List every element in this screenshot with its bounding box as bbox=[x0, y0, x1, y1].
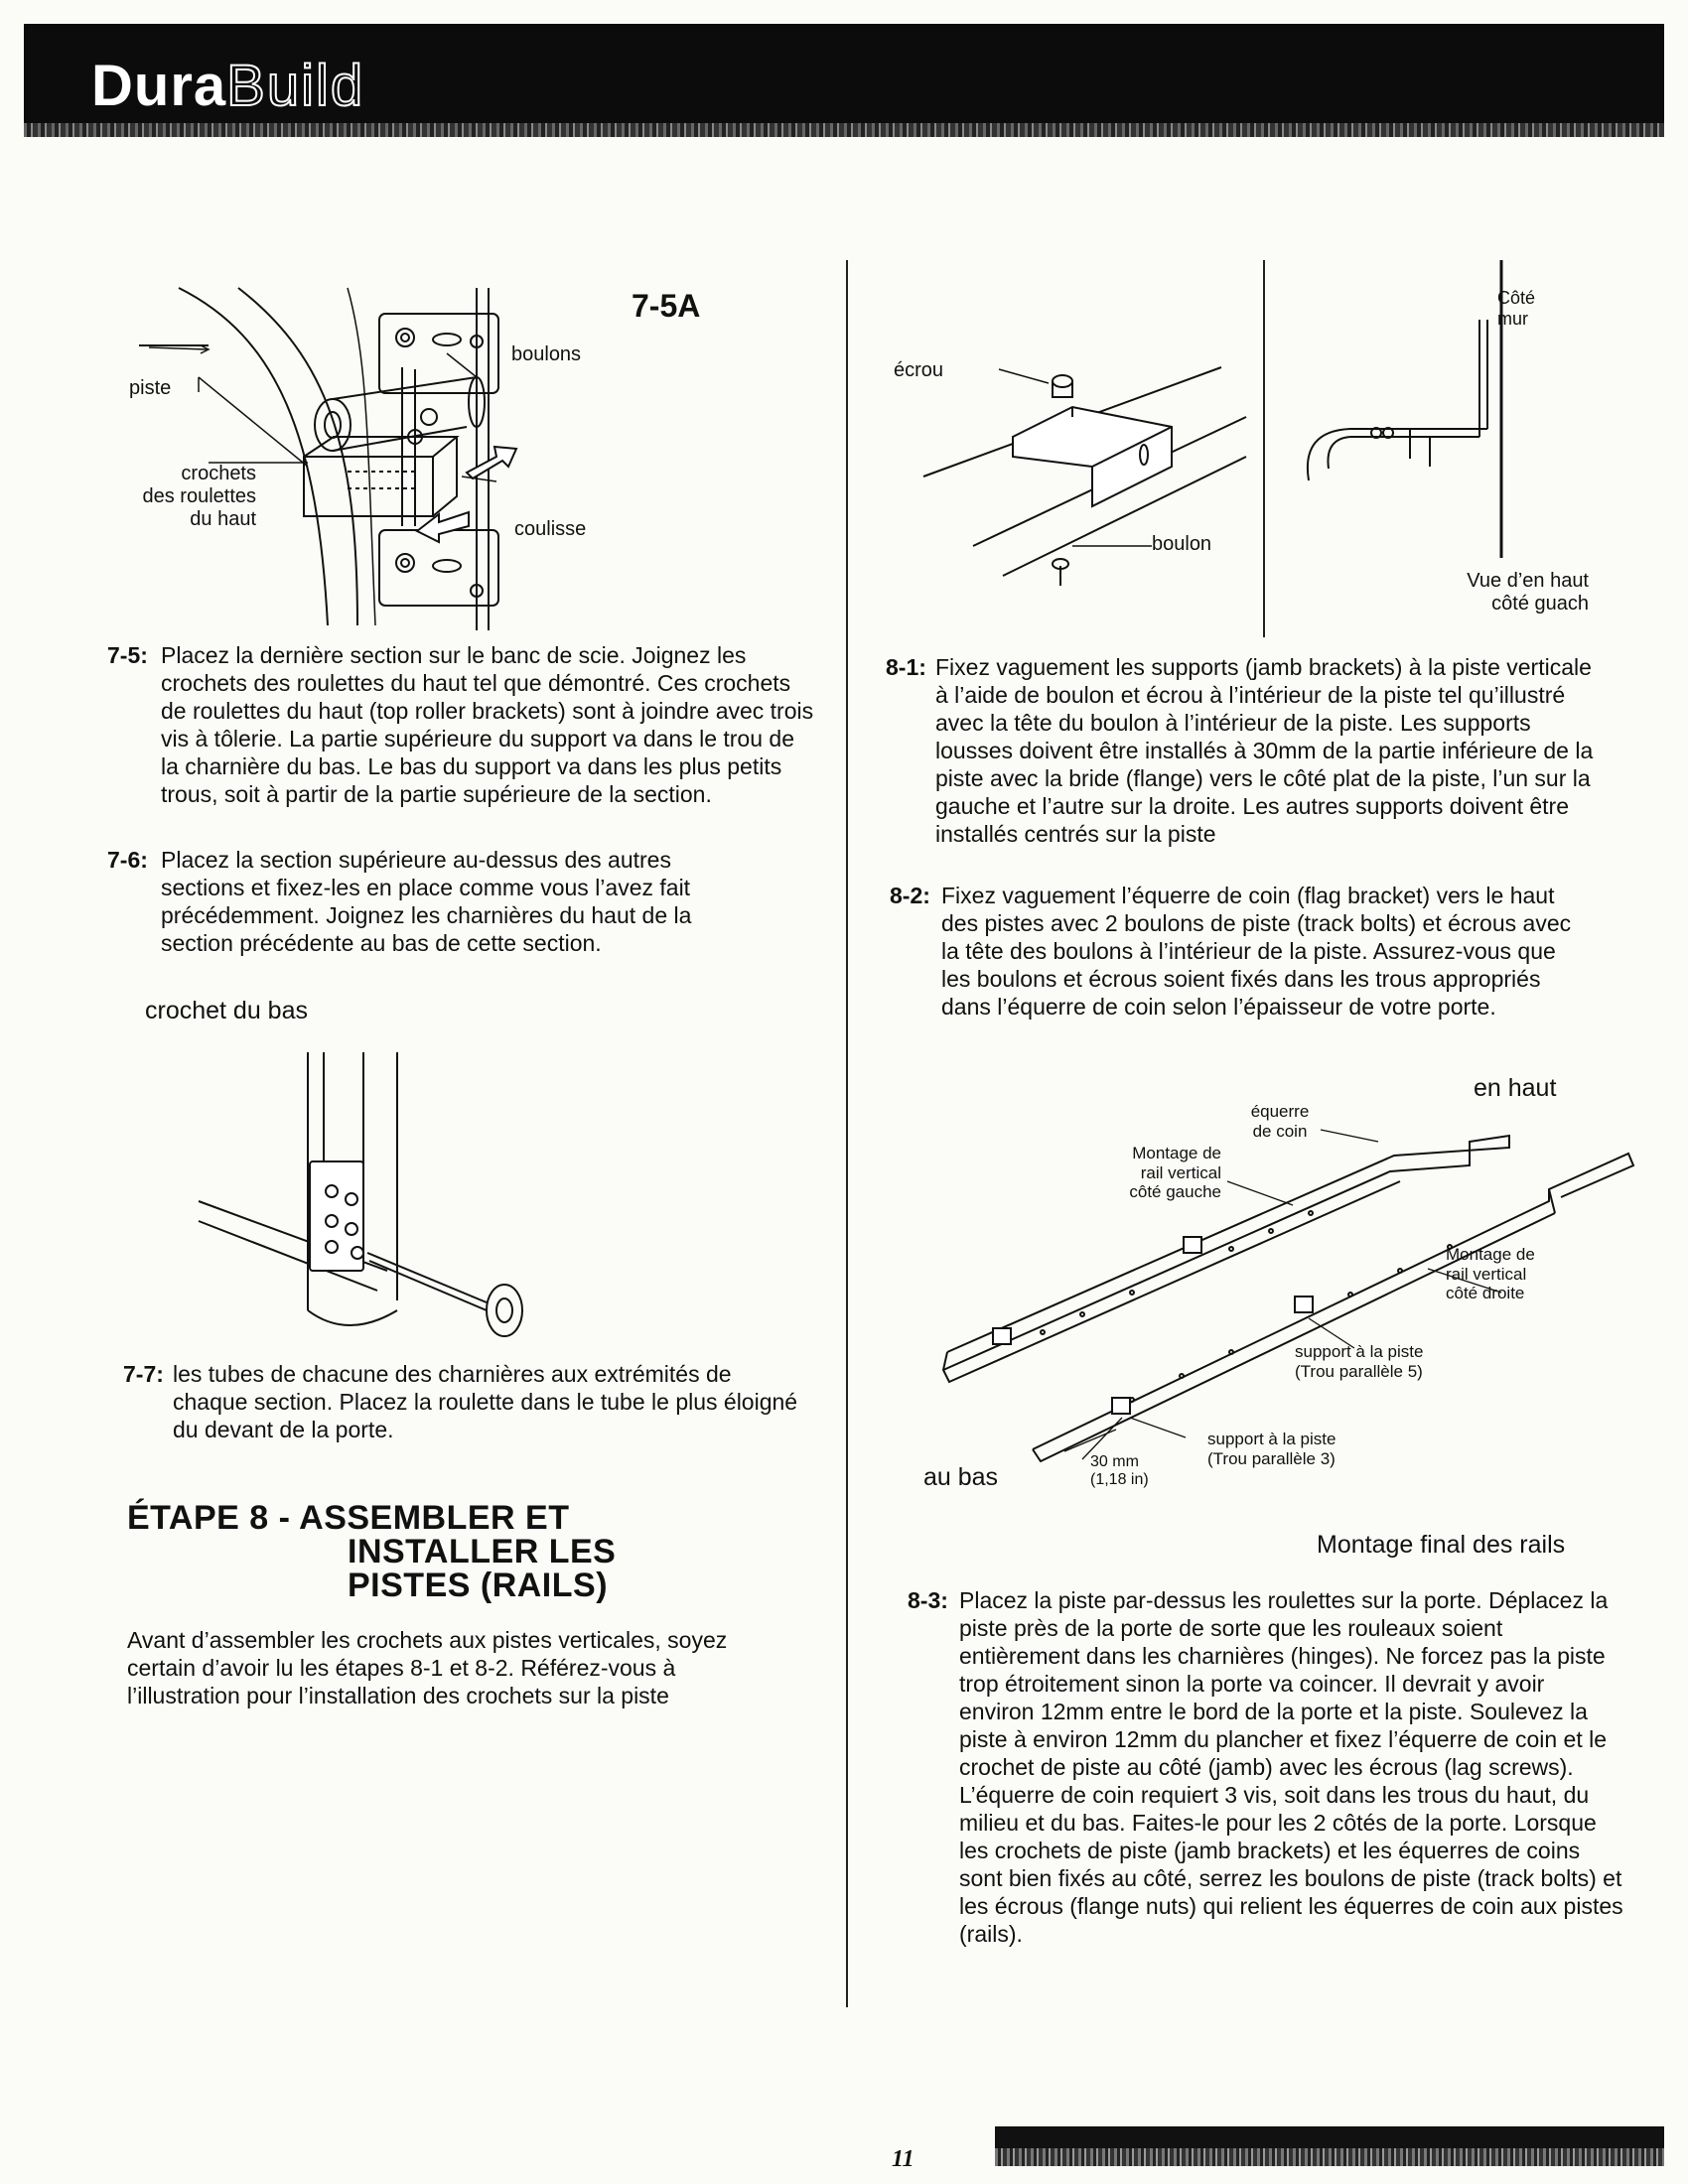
figure-top-view bbox=[1291, 260, 1529, 578]
section-8-intro: Avant d’assembler les crochets aux pistes verticales, soyez certain d’avoir lu les étapes 8-1 et 8-2. Référez-vous à l’illustration pour l’installation des crochets sur la piste bbox=[127, 1627, 728, 1708]
step-text: Placez la section supérieure au-dessus des autres sections et fixez-les en place comme vous l’avez fait précédemment. Joignez les charnières du haut de la section précédente au bas de cette section. bbox=[161, 847, 692, 956]
step-text: Fixez vaguement les supports (jamb brackets) à la piste verticale à l’aide de boulon et écrou à l’intérieur de la piste tel qu’illustré avec la tête du boulon à l’intérieur de la piste. Les supports lousses doivent être installés à 30mm de la partie inférieure de la piste avec la bride (flange) vers le côté plat de la piste, l’un sur la gauche et l’autre sur la droite. Les autres supports doivent être installés centrés sur la piste bbox=[935, 654, 1594, 847]
footer-stripe bbox=[995, 2148, 1664, 2166]
label-equerre-de-coin: équerre de coin bbox=[1250, 1102, 1310, 1141]
figure-7-5a bbox=[119, 278, 715, 635]
figure-bottom-hook bbox=[189, 1042, 546, 1360]
step-text: les tubes de chacune des charnières aux extrémités de chaque section. Placez la roulette dans le tube le plus éloigné du devant de la porte. bbox=[173, 1361, 798, 1442]
figure-separator bbox=[1263, 260, 1265, 637]
label-crochets-roulettes: crochets des roulettes du haut bbox=[142, 463, 256, 530]
step-number: 7-5: bbox=[107, 642, 148, 668]
figure-7-5a-title: 7-5A bbox=[632, 288, 701, 324]
label-montage-droite: Montage de rail vertical côté droite bbox=[1446, 1245, 1535, 1303]
heading-line-3: PISTES (RAILS) bbox=[348, 1567, 609, 1604]
label-piste: piste bbox=[129, 377, 172, 399]
figure-rails-caption: Montage final des rails bbox=[1317, 1531, 1566, 1559]
brand-logo: DuraBuild bbox=[91, 54, 365, 118]
step-number: 8-1: bbox=[886, 654, 926, 680]
step-text: Fixez vaguement l’équerre de coin (flag bracket) vers le haut des pistes avec 2 boulons de piste (track bolts) et écrous avec la tête des boulons à l’intérieur de la piste. Assurez-vous que les boulons et écrous soient fixés dans les trous appropriés dans l’équerre de coin selon l’épaisseur de votre porte. bbox=[941, 883, 1572, 1020]
step-text: Placez la dernière section sur le banc de scie. Joignez les crochets des roulettes du haut tel que démontré. Ces crochets de roulettes du haut (top roller brackets) sont à joindre avec trois vis à tôlerie. La partie supérieure du support va dans le trou de la charnière du bas. Le bas du support va dans les plus petits trous, soit à partir de la partie supérieure de la section. bbox=[161, 642, 814, 807]
label-montage-gauche: Montage de rail vertical côté gauche bbox=[1129, 1144, 1221, 1202]
label-cote-mur: Côté mur bbox=[1497, 288, 1536, 329]
step-number: 8-2: bbox=[890, 883, 930, 908]
column-divider bbox=[846, 260, 848, 2007]
step-text: Placez la piste par-dessus les roulettes sur la porte. Déplacez la piste près de la porte de sorte que les rouleaux soient entièrement dans les charnières (hinges). Ne forcez pas la piste trop étroitement sinon la porte va coincer. Il devrait y avoir environ 12mm entre le bord de la porte et la piste. Soulevez la piste à environ 12mm du plancher et fixez l’équerre de coin et le crochet de piste au côté (jamb) avec les écrous (lag screws). L’équerre de coin requiert 3 vis, soit dans les trous du haut, du milieu et du bas. Faites-le pour les 2 côtés de la porte. Lorsque les crochets de piste (jamb brackets) et les équerres de coins sont bien fixés au côté, serrez les boulons de piste (track bolts) et les écrous (flange nuts) qui relient les équerres de coin aux pistes (rails). bbox=[959, 1587, 1623, 1947]
figure-bottom-hook-caption: crochet du bas bbox=[145, 997, 308, 1024]
step-number: 7-6: bbox=[107, 847, 148, 873]
label-vue-haut: Vue d’en haut côté guach bbox=[1467, 570, 1589, 614]
label-dimension-30mm: 30 mm (1,18 in) bbox=[1090, 1453, 1149, 1489]
label-support-trou-3: support à la piste (Trou parallèle 3) bbox=[1207, 1430, 1336, 1468]
page-number: 11 bbox=[892, 2146, 914, 2172]
label-ecrou: écrou bbox=[894, 359, 944, 381]
heading-line-1: ÉTAPE 8 - ASSEMBLER ET bbox=[127, 1499, 570, 1537]
section-8-heading bbox=[127, 1501, 743, 1602]
label-en-haut: en haut bbox=[1474, 1074, 1557, 1102]
label-boulons: boulons bbox=[511, 343, 582, 365]
label-support-trou-5: support à la piste (Trou parallèle 5) bbox=[1295, 1342, 1424, 1381]
step-number: 8-3: bbox=[908, 1587, 948, 1613]
figure-jamb-bracket bbox=[923, 338, 1251, 596]
label-boulon: boulon bbox=[1152, 533, 1212, 555]
step-number: 7-7: bbox=[123, 1361, 164, 1387]
header-stripe bbox=[24, 123, 1664, 137]
label-coulisse: coulisse bbox=[514, 518, 587, 540]
heading-line-2: INSTALLER LES bbox=[348, 1533, 617, 1570]
label-au-bas: au bas bbox=[923, 1463, 999, 1491]
